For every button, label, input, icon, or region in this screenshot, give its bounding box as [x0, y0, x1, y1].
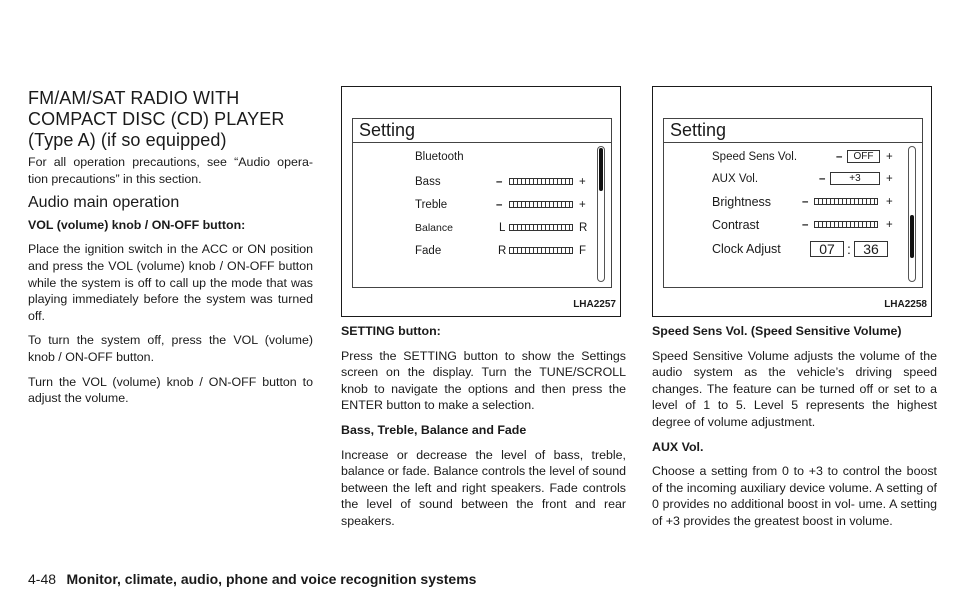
level-bar [509, 224, 573, 231]
screen-title: Setting [670, 120, 727, 140]
row-label: Contrast [712, 218, 760, 232]
setting-paragraph: Press the SETTING button to show the Settings screen on the display. Turn the TUNE/SCROLL knob to navigate the options and then press the ENTER button to make a selection. [341, 348, 626, 413]
level-bar [814, 221, 878, 228]
row-label: Speed Sens Vol. [712, 151, 798, 163]
menu-row-bluetooth [353, 147, 611, 167]
subheading: Audio main operation [28, 194, 180, 212]
vol-paragraph-1: Place the ignition switch in the ACC or ON position and press the VOL (volume) knob / ON-OFF button while the system is off to call up the mode that was playing immediately before the system was turned off. [28, 242, 313, 323]
clock-minute-box: 36 [854, 241, 888, 257]
figure-code: LHA2257 [573, 299, 616, 311]
increase-marker: + [886, 219, 893, 231]
figure-code: LHA2258 [884, 299, 927, 311]
aux-vol-paragraph: Choose a setting from 0 to +3 to control the boost of the incoming auxiliary device volume. A setting of 0 provides no additional boost in vol- ume. A setting of +3 provides the greatest boost in volume. [652, 464, 937, 528]
speed-sens-title: Speed Sens Vol. (Speed Sensitive Volume) [652, 324, 902, 338]
row-label: Bass [415, 176, 441, 188]
speed-sens-paragraph: Speed Sensitive Volume adjusts the volume of the audio system as the vehicle’s driving speed changes. The feature can be turned off or set to a level of 1 to 5. Level 5 represents the highest degree of volume adjustment. [652, 348, 937, 429]
scrollbar [597, 146, 605, 282]
front-marker: F [579, 245, 587, 257]
right-column-body [652, 323, 937, 538]
scrollbar-thumb [910, 215, 914, 258]
menu-row-clock-adjust [664, 239, 922, 259]
menu-row-balance [353, 218, 611, 238]
level-bar [814, 198, 878, 205]
value-box: +3 [830, 172, 880, 185]
vol-button-title: VOL (volume) knob / ON-OFF button: [28, 217, 246, 232]
menu-row-contrast [664, 215, 922, 235]
intro-paragraph: For all operation precautions, see “Audio opera- tion precautions” in this section. [28, 155, 313, 186]
increase-marker: + [886, 173, 893, 185]
clock-hour-box: 07 [810, 241, 844, 257]
chapter-title: Monitor, climate, audio, phone and voice recognition systems [66, 571, 477, 587]
level-bar [509, 178, 573, 185]
menu-row-aux-vol [664, 169, 922, 189]
scrollbar [908, 146, 916, 282]
setting-button-title: SETTING button: [341, 324, 441, 338]
menu-row-treble [353, 195, 611, 215]
level-bar [509, 247, 573, 254]
clock-separator: : [847, 241, 851, 257]
display-screen [352, 118, 612, 288]
increase-marker: + [579, 199, 586, 211]
bass-treble-title: Bass, Treble, Balance and Fade [341, 422, 527, 437]
display-screen [663, 118, 923, 288]
row-label: Treble [415, 199, 448, 211]
vol-paragraph-3: Turn the VOL (volume) knob / ON-OFF button to adjust the volume. [28, 374, 313, 406]
decrease-marker: – [802, 219, 809, 231]
scrollbar-thumb [599, 148, 603, 191]
aux-vol-title: AUX Vol. [652, 439, 704, 454]
screen-title: Setting [359, 120, 416, 140]
increase-marker: + [886, 151, 893, 163]
section-heading: FM/AM/SAT RADIO WITH COMPACT DISC (CD) PLAYER (Type A) (if so equipped) [28, 88, 285, 150]
increase-marker: + [886, 196, 893, 208]
settings-screen-figure-1 [341, 86, 621, 317]
page-number: 4-48 [28, 571, 57, 587]
title-divider [664, 142, 922, 143]
bass-treble-paragraph: Increase or decrease the level of bass, treble, balance or fade. Balance controls the level of sound between the left and right speakers. Fade controls the level of sound between the front and rear speakers. [341, 447, 626, 528]
level-bar [509, 201, 573, 208]
row-label: AUX Vol. [712, 173, 759, 185]
page-footer [28, 571, 476, 589]
decrease-marker: – [496, 199, 503, 211]
row-label: Fade [415, 245, 442, 257]
increase-marker: + [579, 176, 586, 188]
title-divider [353, 142, 611, 143]
left-column-body [28, 154, 313, 415]
menu-row-brightness [664, 192, 922, 212]
decrease-marker: – [496, 176, 503, 188]
menu-row-fade [353, 241, 611, 261]
decrease-marker: – [802, 196, 809, 208]
decrease-marker: – [836, 151, 843, 163]
rear-marker: R [498, 245, 507, 257]
settings-screen-figure-2 [652, 86, 932, 317]
menu-row-bass [353, 172, 611, 192]
middle-column-body [341, 323, 626, 538]
row-label: Brightness [712, 195, 772, 209]
menu-row-speed-sens-vol [664, 147, 922, 167]
row-label: Balance [415, 222, 453, 234]
row-label: Bluetooth [415, 151, 464, 163]
left-marker: L [499, 222, 506, 234]
decrease-marker: – [819, 173, 826, 185]
right-marker: R [579, 222, 588, 234]
row-label: Clock Adjust [712, 242, 781, 256]
value-box: OFF [847, 150, 880, 163]
vol-paragraph-2: To turn the system off, press the VOL (volume) knob / ON-OFF button. [28, 333, 313, 364]
